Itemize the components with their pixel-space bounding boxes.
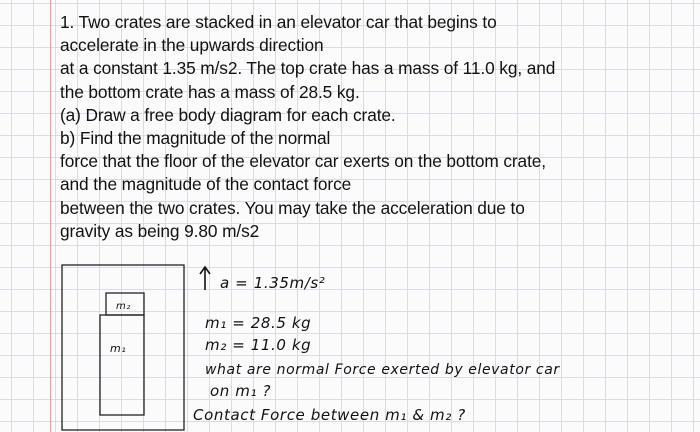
top-crate-label: m₂: [116, 301, 131, 312]
problem-line: the bottom crate has a mass of 28.5 kg.: [60, 81, 360, 102]
problem-line: (a) Draw a free body diagram for each crate.: [60, 104, 396, 125]
problem-line: b) Find the magnitude of the normal: [60, 128, 331, 149]
problem-line: and the magnitude of the contact force: [60, 174, 352, 195]
normal-force-question: what are normal Force exerted by elevator car: [205, 362, 560, 378]
acceleration-arrow-icon: [200, 267, 210, 290]
problem-line: force that the floor of the elevator car exerts on the bottom crate,: [60, 151, 546, 172]
acceleration-note: a = 1.35m/s²: [220, 274, 326, 292]
problem-line: between the two crates. You may take the acceleration due to: [60, 197, 525, 218]
contact-force-question: Contact Force between m₁ & m₂ ?: [193, 406, 466, 424]
problem-line: at a constant 1.35 m/s2. The top crate has a mass of 11.0 kg, and: [60, 58, 556, 79]
mass2-note: m₂ = 11.0 kg: [205, 336, 312, 354]
bottom-crate-box: [100, 315, 144, 415]
mass1-note: m₁ = 28.5 kg: [205, 314, 312, 332]
normal-force-question-cont: on m₁ ?: [210, 382, 272, 400]
problem-line: gravity as being 9.80 m/s2: [60, 220, 260, 241]
problem-line: accelerate in the upwards direction: [60, 35, 324, 56]
problem-line: 1. Two crates are stacked in an elevator car that begins to: [60, 12, 497, 32]
bottom-crate-label: m₁: [110, 342, 127, 355]
